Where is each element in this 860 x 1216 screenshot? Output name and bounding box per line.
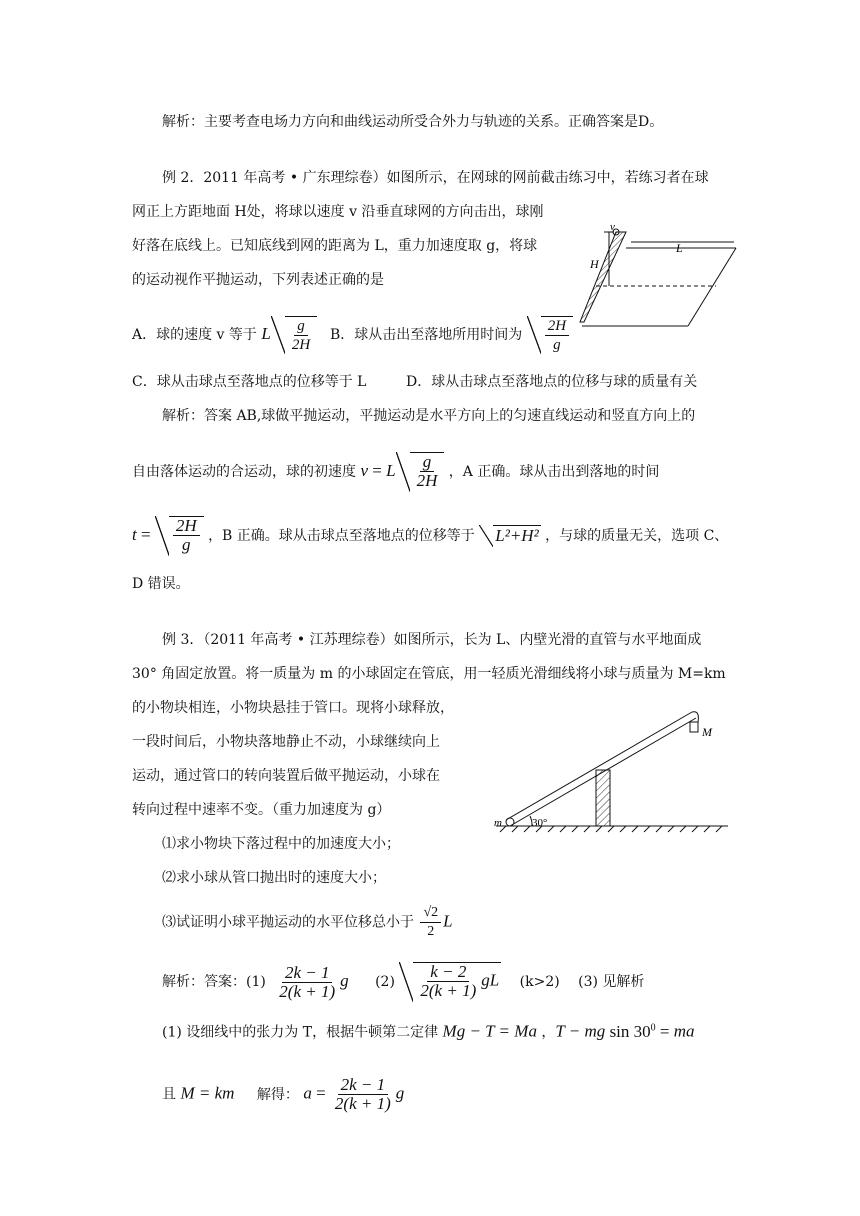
ex3-line6: 转向过程中速率不变。（重力加速度为 g） [132,802,391,818]
sol3-text: ，B 正确。球从击球点至落地点的位移等于 [208,528,475,544]
option-c: C．球从击球点至落地点的位移等于 L [132,374,367,390]
ex2-solution-3: t = $\frac{2H}{g}$ ，B 正确。球从击球点至落地点的位移等于 L²+H² ，与球的质量无关，选项 C、 [132,516,729,554]
option-d: D．球从击球点至落地点的位移与球的质量有关 [406,374,698,390]
ex2-solution-2: 自由落体运动的合运动，球的初速度 v = L $\frac{g}{2H}$ ，A 正确。球从击出到落地的时间 [132,452,660,490]
fig-label-m: m [494,817,502,829]
s2-text: 且 [162,1086,176,1103]
option-b-label: B．球从击出至落地所用时间为 [330,327,523,343]
ex2-line2: 网正上方距地面 H处，将球以速度 v 沿垂直球网的方向击出，球刚 [132,204,544,220]
fig-label-angle: 30° [532,817,548,829]
s2b-text: 解得： [256,1086,299,1103]
ans3-label: (3) 见解析 [578,974,645,990]
option-a: A．球的速度 v 等于 L $\frac{g}{2H}$ [132,316,317,354]
fig-label-M: M [702,725,712,739]
ex2-solution-4: D 错误。 [132,576,190,592]
ex3-line4: 一段时间后，小物块落地静止不动，小球继续向上 [132,734,440,750]
ex3-answers: 解析：答案：(1) $\frac{2k - 1}{2(k + 1)}$ g (2) $\frac{k - 2}{2(k + 1)}$ gL (k>2) (3) 见解析 [162,962,645,1001]
ex3-line3: 的小物块相连，小物块悬挂于管口。现将小球释放， [132,700,454,716]
ans-label: 解析：答案：(1) [162,974,266,990]
ex2-line3: 好落在底线上。已知底线到网的距离为 L，重力加速度取 g，将球 [132,238,538,254]
ans-condition: (k>2) [519,974,560,990]
question-3: ⑶试证明小球平抛运动的水平位移总小于 $\frac{√2}{2}$ L [162,905,453,939]
question-1: ⑴求小物块下落过程中的加速度大小； [162,836,400,852]
ex2-solution-1: 解析：答案 AB,球做平抛运动，平抛运动是水平方向上的匀速直线运动和竖直方向上的 [162,408,696,424]
ex3-line2: 30° 角固定放置。将一质量为 m 的小球固定在管底，用一轻质光滑细线将小球与质量为 M=km [132,666,726,682]
q3-text: ⑶试证明小球平抛运动的水平位移总小于 [162,914,414,931]
s1-text: (1) 设细线中的张力为 T，根据牛顿第二定律 [162,1024,439,1041]
question-2: ⑵求小球从管口抛出时的速度大小； [162,870,386,886]
ex2-line4: 的运动视作平抛运动，下列表述正确的是 [132,272,384,288]
solution-ex1: 解析：主要考查电场力方向和曲线运动所受合外力与轨迹的关系。正确答案是D。 [162,114,664,130]
ex3-line1: 例 3．（2011 年高考 • 江苏理综卷）如图所示，长为 L、内壁光滑的直管与水平地面成 [162,632,702,648]
ans2-label: (2) [375,974,395,990]
option-b: B．球从击出至落地所用时间为 $\frac{2H}{g}$ [330,316,573,354]
ex3-solution-2: 且 M = km 解得： a = $\frac{2k - 1}{2(k + 1)}$ g [162,1075,405,1113]
tennis-court-figure [576,222,740,328]
ex3-solution-1: (1) 设细线中的张力为 T，根据牛顿第二定律 Mg − T = Ma ，T − mg $\sin 30^0$ = ma [162,1021,695,1041]
ex2-line1: 例 2．2011 年高考 • 广东理综卷）如图所示，在网球的网前截击练习中，若练习者在球 [162,170,709,186]
sol3b-text: ，与球的质量无关，选项 C、 [545,528,729,544]
sol2-text: 自由落体运动的合运动，球的初速度 [132,464,356,480]
fig-label-L: L [676,241,683,255]
fig-label-v: v [610,222,615,233]
ex3-line5: 运动，通过管口的转向装置后做平抛运动，小球在 [132,768,440,784]
sol2b-text: ，A 正确。球从击出到落地的时间 [448,464,660,480]
inclined-tube-figure [488,708,738,838]
fig-label-H: H [590,257,599,271]
option-a-label: A．球的速度 v 等于 [132,327,257,343]
